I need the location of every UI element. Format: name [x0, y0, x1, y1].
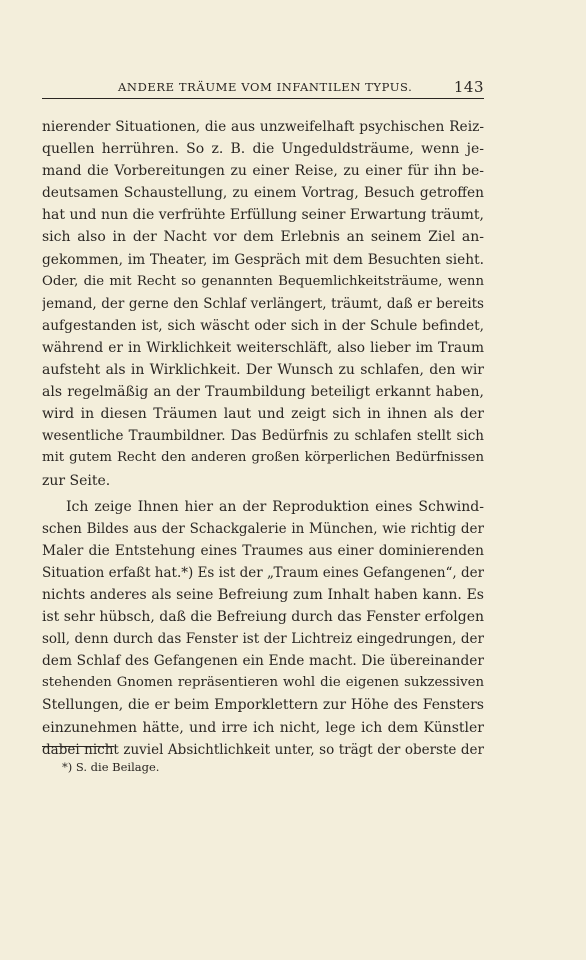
text-line: zur Seite. — [42, 472, 111, 489]
running-header — [42, 78, 484, 100]
text-line: gekommen, im Theater, im Gespräch mit dem Besuchten sieht. — [42, 251, 484, 268]
paragraph-1 — [42, 116, 484, 492]
text-line: deutsamen Schaustellung, zu einem Vortrag, Besuch getroffen — [42, 185, 484, 202]
text-line: Ich zeige Ihnen hier an der Reproduktion eines Schwind- — [66, 498, 484, 515]
header-rule — [42, 98, 484, 99]
paragraph-2 — [42, 496, 484, 761]
text-line: ist sehr hübsch, daß die Befreiung durch das Fenster erfolgen — [42, 609, 484, 626]
text-line: als regelmäßig an der Traumbildung beteiligt erkannt haben, — [42, 384, 484, 401]
text-line: dem Schlaf des Gefangenen ein Ende macht. Die übereinander — [42, 653, 484, 670]
text-line: nierender Situationen, die aus unzweifelhaft psychischen Reiz- — [42, 119, 484, 135]
text-line: Stellungen, die er beim Emporklettern zur Höhe des Fensters — [42, 697, 484, 714]
text-line: jemand, der gerne den Schlaf verlängert, träumt, daß er bereits — [42, 295, 484, 312]
text-line: quellen herrühren. So z. B. die Ungeduldsträume, wenn je- — [42, 141, 484, 158]
text-line: stehenden Gnomen repräsentieren wohl die eigenen sukzessiven — [42, 675, 484, 691]
text-line: wesentliche Traumbildner. Das Bedürfnis zu schlafen stellt sich — [42, 428, 484, 445]
footnote: *) S. die Beilage. — [62, 760, 160, 774]
text-line: Situation erfaßt hat.*) Es ist der „Traum eines Gefangenen“, der — [42, 564, 484, 581]
body-text — [42, 116, 484, 761]
text-line: mit gutem Recht den anderen großen körperlichen Bedürfnissen — [42, 450, 484, 466]
text-line: wird in diesen Träumen laut und zeigt sich in ihnen als der — [42, 406, 484, 423]
text-line: mand die Vorbereitungen zu einer Reise, zu einer für ihn be- — [42, 163, 484, 180]
text-line: schen Bildes aus der Schackgalerie in München, wie richtig der — [42, 520, 484, 537]
text-line: aufgestanden ist, sich wäscht oder sich in der Schule befindet, — [42, 317, 484, 334]
text-line: einzunehmen hätte, und irre ich nicht, lege ich dem Künstler — [42, 719, 484, 736]
text-line: nichts anderes als seine Befreiung zum Inhalt haben kann. Es — [42, 586, 484, 603]
running-title: ANDERE TRÄUME VOM INFANTILEN TYPUS. — [118, 80, 413, 94]
text-line: hat und nun die verfrühte Erfüllung seiner Erwartung träumt, — [42, 207, 484, 224]
page-number: 143 — [453, 78, 484, 96]
text-line: soll, denn durch das Fenster ist der Lichtreiz eingedrungen, der — [42, 631, 484, 648]
text-line: Oder, die mit Recht so genannten Bequemlichkeitsträume, wenn — [42, 273, 484, 289]
text-line: Maler die Entstehung eines Traumes aus einer dominierenden — [42, 542, 484, 559]
text-line: dabei nicht zuviel Absichtlichkeit unter, so trägt der oberste der — [42, 741, 484, 758]
footnote-rule — [42, 746, 114, 747]
text-line: aufsteht als in Wirklichkeit. Der Wunsch zu schlafen, den wir — [42, 362, 484, 379]
text-line: sich also in der Nacht vor dem Erlebnis an seinem Ziel an- — [42, 229, 484, 246]
text-line: während er in Wirklichkeit weiterschläft, also lieber im Traum — [42, 339, 484, 356]
